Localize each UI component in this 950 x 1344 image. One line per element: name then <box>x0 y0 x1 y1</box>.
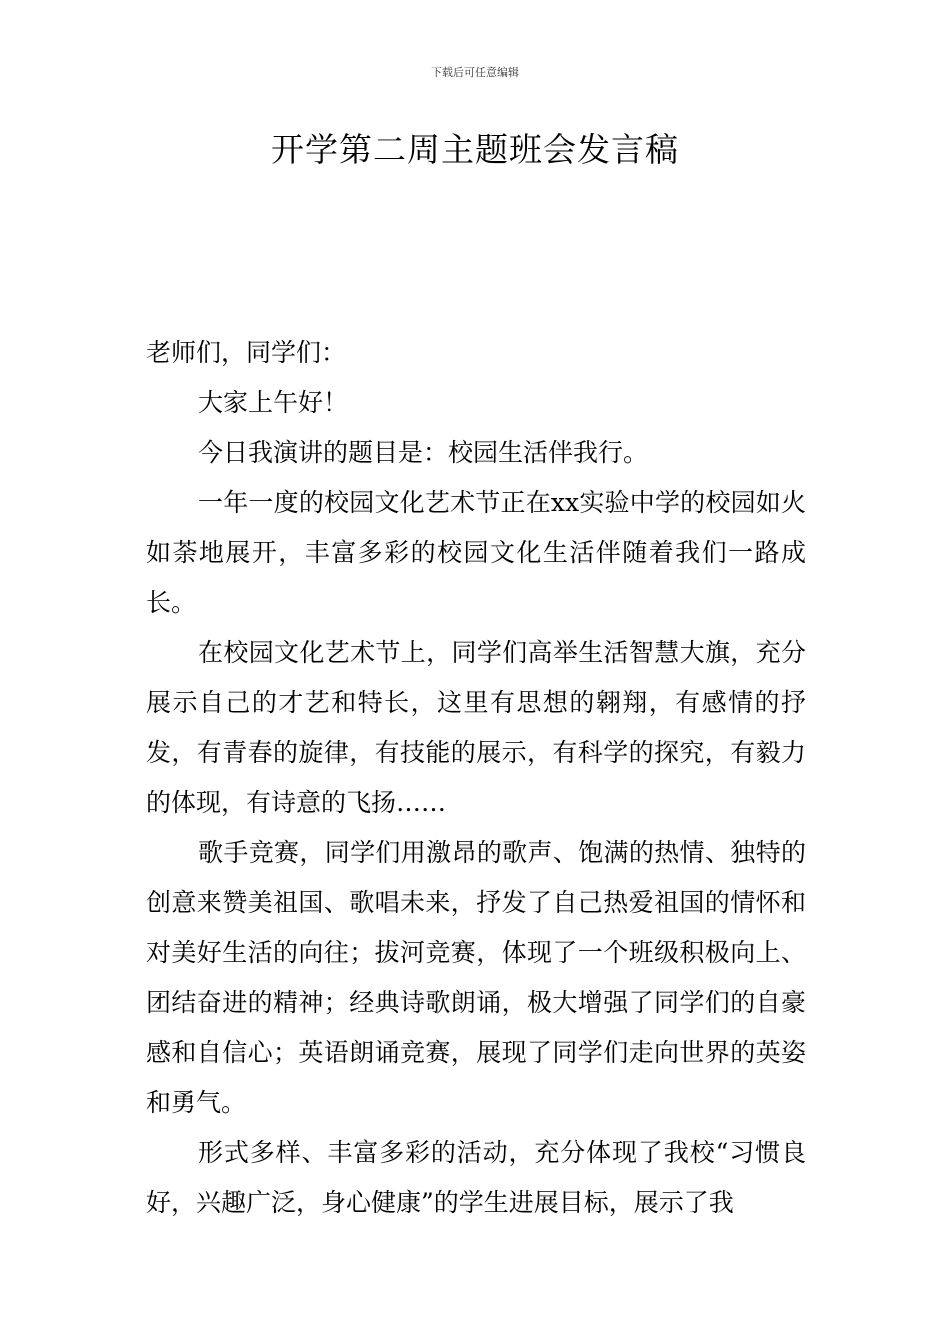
document-title: 开学第二周主题班会发言稿 <box>271 130 679 169</box>
paragraph-talents: 在校园文化艺术节上，同学们高举生活智慧大旗，充分展示自己的才艺和特长，这里有思想的翱翔，有感情的抒发，有青春的旋律，有技能的展示，有科学的探究，有毅力的体现，有诗意的飞扬…… <box>146 638 806 817</box>
paragraph-greeting: 大家上午好！ <box>198 388 349 417</box>
paragraph-festival: 一年一度的校园文化艺术节正在xx实验中学的校园如火如荼地展开，丰富多彩的校园文化生活伴随着我们一路成长。 <box>146 488 806 617</box>
paragraph-activities: 形式多样、丰富多彩的活动，充分体现了我校“习惯良好，兴趣广泛，身心健康”的学生进展目标，展示了我 <box>146 1138 806 1217</box>
paragraph-competitions: 歌手竞赛，同学们用激昂的歌声、饱满的热情、独特的创意来赞美祖国、歌唱未来，抒发了自己热爱祖国的情怀和对美好生活的向往；拔河竞赛，体现了一个班级积极向上、团结奋进的精神；经典诗歌朗诵，极大增强了同学们的自豪感和自信心；英语朗诵竞赛，展现了同学们走向世界的英姿和勇气。 <box>146 838 806 1117</box>
document-body <box>146 328 806 1228</box>
paragraph-topic: 今日我演讲的题目是：校园生活伴我行。 <box>198 438 649 467</box>
header-note: 下载后可任意编辑 <box>431 66 519 79</box>
salutation: 老师们，同学们： <box>146 338 347 367</box>
